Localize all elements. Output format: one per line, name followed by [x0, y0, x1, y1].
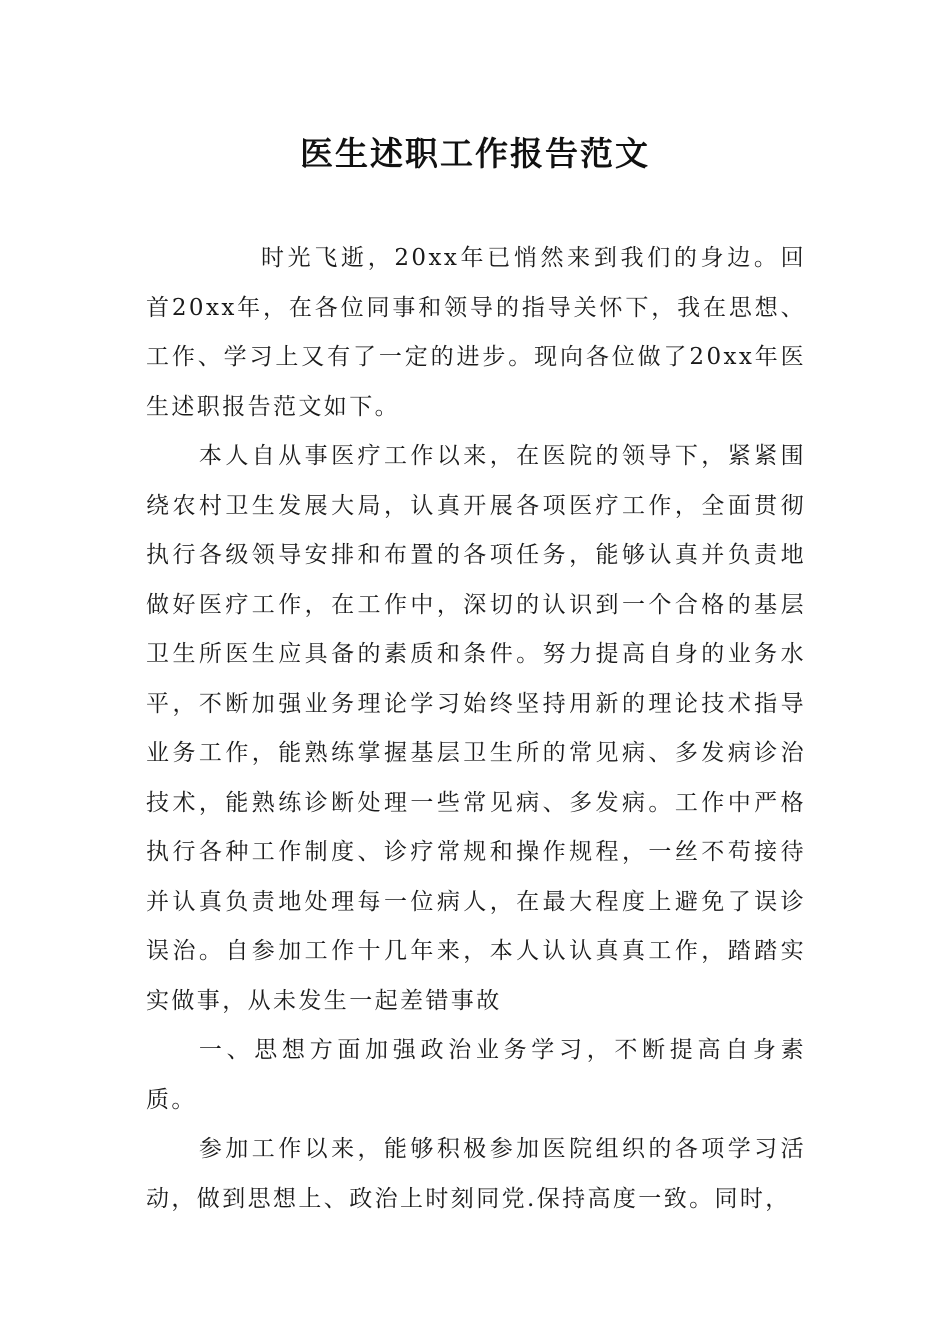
paragraph-work-summary: 本人自从事医疗工作以来，在医院的领导下，紧紧围绕农村卫生发展大局，认真开展各项医疗工作，全面贯彻执行各级领导安排和布置的各项任务，能够认真并负责地做好医疗工作，在工作中，深切的认识到一个合格的基层卫生所医生应具备的素质和条件。努力提高自身的业务水平，不断加强业务理论学习始终坚持用新的理论技术指导业务工作，能熟练掌握基层卫生所的常见病、多发病诊治技术，能熟练诊断处理一些常见病、多发病。工作中严格执行各种工作制度、诊疗常规和操作规程，一丝不苟接待并认真负责地处理每一位病人，在最大程度上避免了误诊误治。自参加工作十几年来，本人认认真真工作，踏踏实实做事，从未发生一起差错事故 — [146, 443, 806, 1014]
paragraph-intro: 时光飞逝，20xx年已悄然来到我们的身边。回首20xx年，在各位同事和领导的指导关怀下，我在思想、工作、学习上又有了一定的进步。现向各位做了20xx年医生述职报告范文如下。 — [146, 245, 806, 420]
document-body — [146, 234, 806, 1224]
section-heading-1: 一、思想方面加强政治业务学习，不断提高自身素质。 — [146, 1037, 806, 1113]
document-title: 医生述职工作报告范文 — [300, 134, 650, 173]
paragraph-section-1: 参加工作以来，能够积极参加医院组织的各项学习活动，做到思想上、政治上时刻同党.保持高度一致。同时， — [146, 1136, 806, 1212]
